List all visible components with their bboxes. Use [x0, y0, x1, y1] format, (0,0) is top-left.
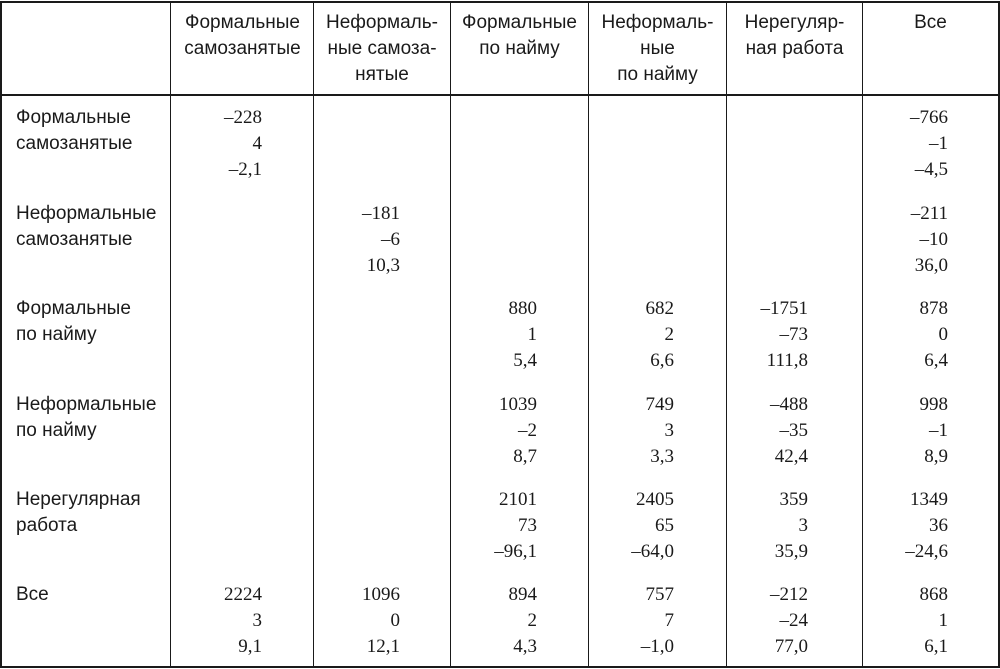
- table-cell: [848, 201, 948, 279]
- column-header-irregular-work: Нерегуляр- ная работа: [744, 12, 845, 59]
- cell-value: –6: [381, 229, 400, 250]
- cell-value: 4: [252, 133, 262, 154]
- column-rule: [0, 1, 2, 668]
- cell-value: 2: [664, 324, 674, 345]
- cell-value: 749: [645, 394, 674, 415]
- cell-value: 73: [518, 515, 537, 536]
- cell-value: 6,4: [924, 350, 948, 371]
- cell-value: –488: [770, 394, 808, 415]
- row-label: Нерегулярная работа: [16, 489, 141, 536]
- cell-value: 2224: [224, 584, 262, 605]
- cell-value: 36: [929, 515, 948, 536]
- column-header-informal-employees: Неформаль- ные по найму: [601, 12, 714, 85]
- row-label: Формальные по найму: [16, 298, 131, 345]
- cell-value: –64,0: [631, 541, 674, 562]
- cell-value: 0: [390, 610, 400, 631]
- table-cell: [437, 392, 537, 470]
- table-cell: [574, 392, 674, 470]
- table-cell: [437, 582, 537, 660]
- cell-value: 0: [938, 324, 948, 345]
- cell-value: 35,9: [774, 541, 808, 562]
- cell-value: –1,0: [640, 636, 674, 657]
- cell-value: 3,3: [650, 446, 674, 467]
- cell-value: 4,3: [513, 636, 537, 657]
- cell-value: 7: [664, 610, 674, 631]
- cell-value: 8,9: [924, 446, 948, 467]
- row-label: Неформальные самозанятые: [16, 203, 157, 250]
- table-cell: [708, 487, 808, 565]
- cell-value: –96,1: [494, 541, 537, 562]
- table-cell: [574, 582, 674, 660]
- row-label: Формальные самозанятые: [16, 107, 133, 154]
- table-cell: [848, 487, 948, 565]
- table-cell: [574, 487, 674, 565]
- cell-value: –24: [779, 610, 808, 631]
- cell-value: 1349: [910, 489, 948, 510]
- cell-value: 1039: [499, 394, 537, 415]
- cell-value: 880: [508, 298, 537, 319]
- cell-value: –766: [910, 107, 948, 128]
- row-label: Все: [16, 584, 49, 605]
- column-rule: [313, 1, 314, 668]
- cell-value: 2405: [636, 489, 674, 510]
- cell-value: 359: [779, 489, 808, 510]
- table-cell: [437, 487, 537, 565]
- cell-value: 5,4: [513, 350, 537, 371]
- table-cell: [708, 296, 808, 374]
- cell-value: 3: [664, 420, 674, 441]
- table-cell: [437, 296, 537, 374]
- column-rule: [170, 1, 171, 668]
- cell-value: 682: [645, 298, 674, 319]
- cell-value: –1751: [760, 298, 808, 319]
- table-cell: [574, 296, 674, 374]
- cell-value: 3: [252, 610, 262, 631]
- cell-value: –4,5: [914, 159, 948, 180]
- cell-value: 868: [919, 584, 948, 605]
- table-cell: [162, 105, 262, 183]
- table-cell: [848, 582, 948, 660]
- cell-value: 878: [919, 298, 948, 319]
- cell-value: –35: [779, 420, 808, 441]
- cell-value: 1096: [362, 584, 400, 605]
- cell-value: 1: [938, 610, 948, 631]
- cell-value: 12,1: [366, 636, 400, 657]
- cell-value: –73: [779, 324, 808, 345]
- cell-value: 757: [645, 584, 674, 605]
- column-header-informal-self-employed: Неформаль- ные самоза- нятые: [326, 12, 438, 85]
- cell-value: 6,1: [924, 636, 948, 657]
- cell-value: –2,1: [228, 159, 262, 180]
- cell-value: 111,8: [766, 350, 808, 371]
- cell-value: 77,0: [774, 636, 808, 657]
- table-cell: [708, 392, 808, 470]
- column-header-all: Все: [914, 12, 947, 33]
- cell-value: –211: [910, 203, 948, 224]
- cell-value: 2101: [499, 489, 537, 510]
- cell-value: 10,3: [366, 255, 400, 276]
- cell-value: –2: [518, 420, 537, 441]
- table-cell: [848, 296, 948, 374]
- column-header-formal-employees: Формальные по найму: [462, 12, 577, 59]
- column-header-formal-self-employed: Формальные самозанятые: [184, 12, 301, 59]
- cell-value: 1: [527, 324, 537, 345]
- table-cell: [300, 201, 400, 279]
- table-cell: [848, 392, 948, 470]
- cell-value: –181: [362, 203, 400, 224]
- cell-value: 8,7: [513, 446, 537, 467]
- cell-value: 65: [655, 515, 674, 536]
- cell-value: –1: [929, 133, 948, 154]
- cell-value: –24,6: [905, 541, 948, 562]
- table-cell: [162, 582, 262, 660]
- table-cell: [300, 582, 400, 660]
- cell-value: 6,6: [650, 350, 674, 371]
- table-cell: [708, 582, 808, 660]
- cell-value: 9,1: [238, 636, 262, 657]
- cell-value: –10: [919, 229, 948, 250]
- cell-value: 2: [527, 610, 537, 631]
- cell-value: 998: [919, 394, 948, 415]
- cell-value: –212: [770, 584, 808, 605]
- table-top-rule: [0, 1, 1000, 3]
- cell-value: –1: [929, 420, 948, 441]
- cell-value: –228: [224, 107, 262, 128]
- header-separator-rule: [0, 94, 1000, 96]
- cell-value: 3: [798, 515, 808, 536]
- cell-value: 36,0: [914, 255, 948, 276]
- cell-value: 894: [508, 584, 537, 605]
- table-bottom-rule: [0, 666, 1000, 668]
- cell-value: 42,4: [774, 446, 808, 467]
- row-label: Неформальные по найму: [16, 394, 157, 441]
- table-cell: [848, 105, 948, 183]
